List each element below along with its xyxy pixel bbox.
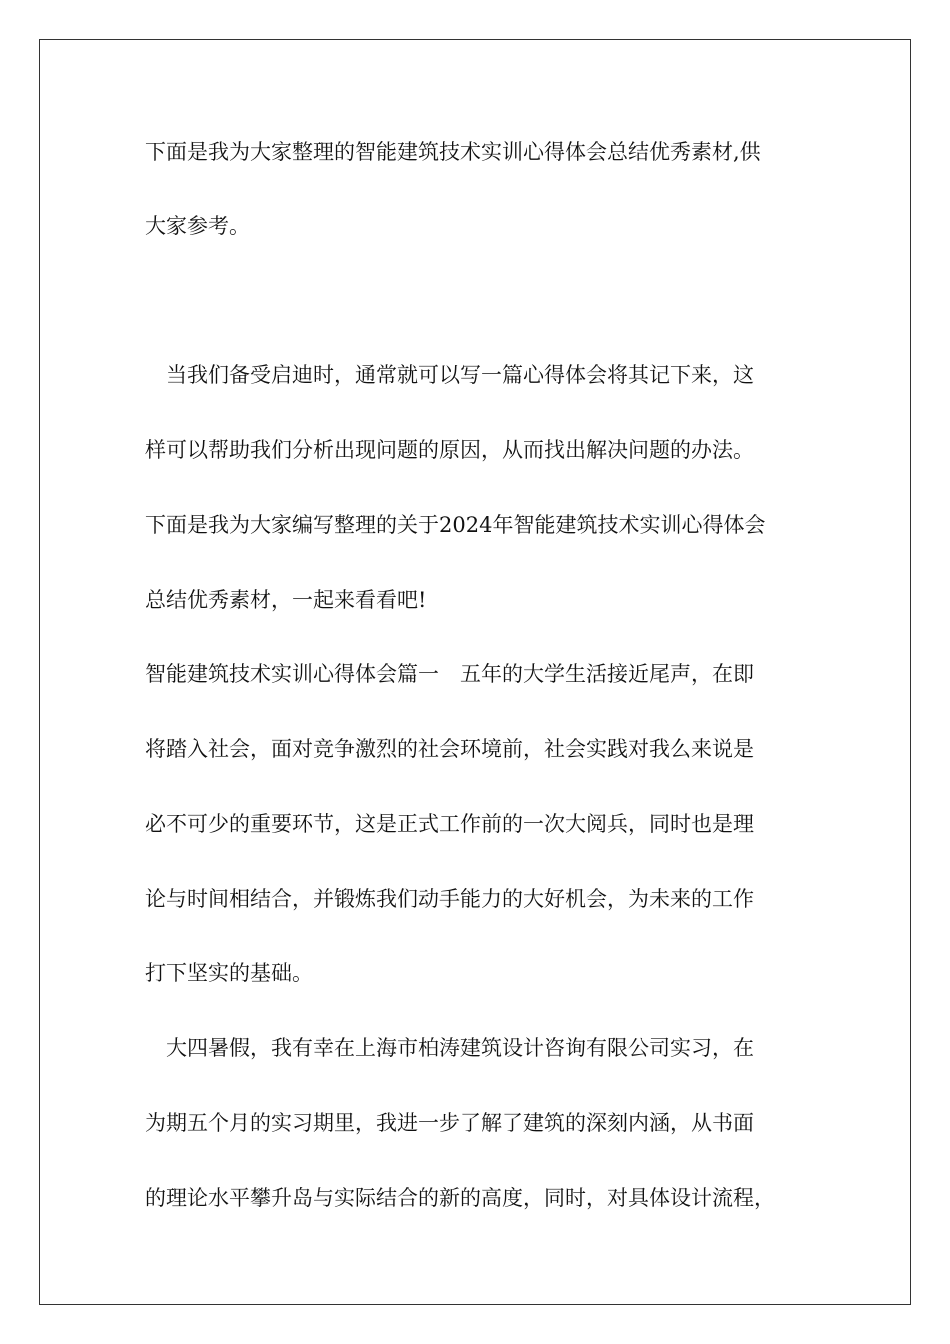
text-line-1: 下面是我为大家整理的智能建筑技术实训心得体会总结优秀素材,供 — [145, 140, 761, 164]
text-line-14: 的理论水平攀升岛与实际结合的新的高度，同时，对具体设计流程， — [145, 1186, 775, 1210]
text-line-8: 将踏入社会，面对竞争激烈的社会环境前，社会实践对我么来说是 — [145, 737, 754, 761]
text-line-5: 下面是我为大家编写整理的关于2024年智能建筑技术实训心得体会 — [145, 513, 766, 537]
text-line-3: 当我们备受启迪时，通常就可以写一篇心得体会将其记下来，这 — [145, 363, 754, 387]
text-line-12: 大四暑假，我有幸在上海市柏涛建筑设计咨询有限公司实习，在 — [145, 1036, 754, 1060]
text-line-9: 必不可少的重要环节，这是正式工作前的一次大阅兵，同时也是理 — [145, 812, 754, 836]
text-line-4: 样可以帮助我们分析出现问题的原因，从而找出解决问题的办法。 — [145, 438, 754, 462]
text-line-2: 大家参考。 — [145, 214, 250, 238]
text-line-10: 论与时间相结合，并锻炼我们动手能力的大好机会，为未来的工作 — [145, 887, 754, 911]
text-line-13: 为期五个月的实习期里，我进一步了解了建筑的深刻内涵，从书面 — [145, 1111, 754, 1135]
text-line-11: 打下坚实的基础。 — [145, 961, 313, 985]
text-line-6: 总结优秀素材，一起来看看吧! — [145, 588, 427, 612]
text-line-7: 智能建筑技术实训心得体会篇一 五年的大学生活接近尾声，在即 — [145, 662, 754, 686]
